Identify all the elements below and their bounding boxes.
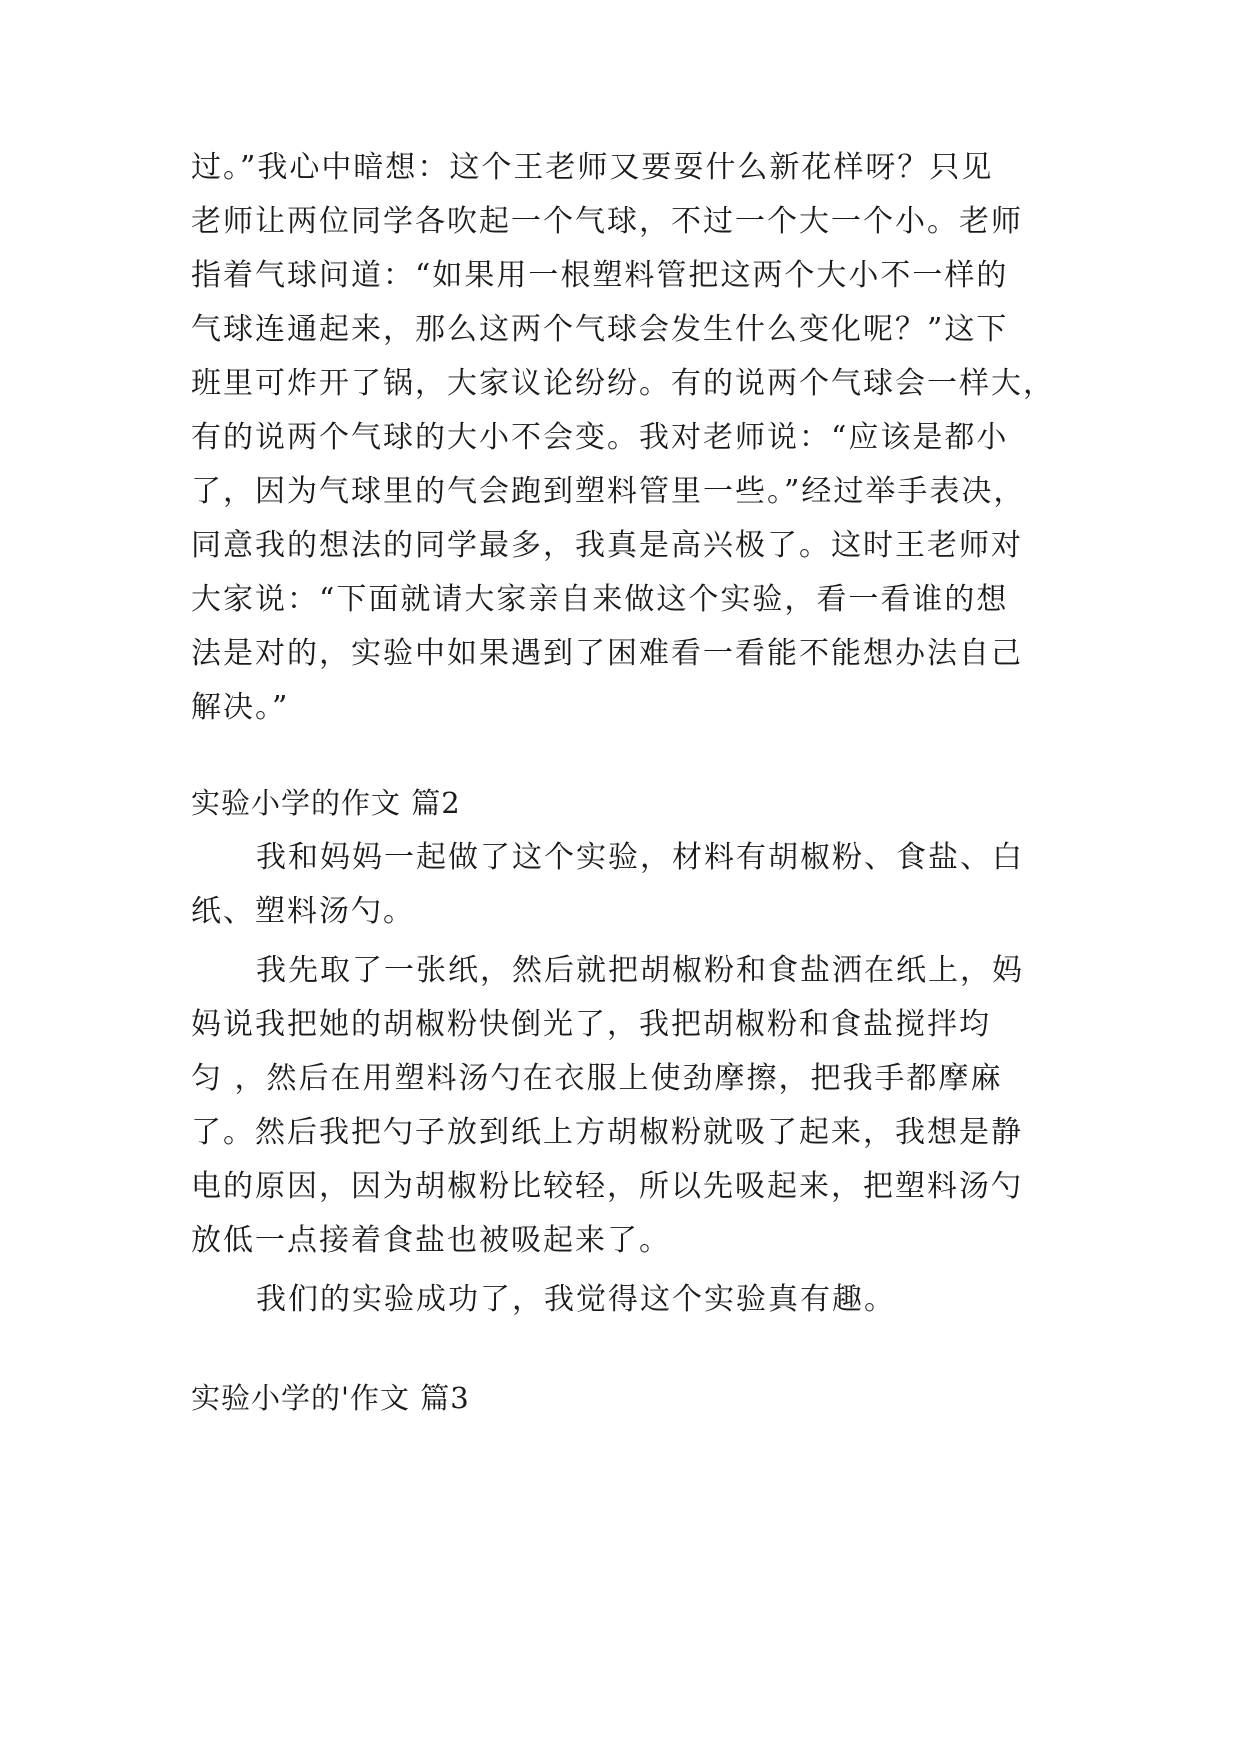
paragraph-line: 解决。” — [191, 690, 290, 725]
paragraph-line: 了。然后我把勺子放到纸上方胡椒粉就吸了起来，我想是静 — [191, 1115, 1023, 1150]
section-heading-2: 实验小学的作文 篇2 — [191, 786, 461, 820]
paragraph-line: 电的原因，因为胡椒粉比较轻，所以先吸起来，把塑料汤勺 — [191, 1169, 1023, 1204]
paragraph-line: 气球连通起来，那么这两个气球会发生什么变化呢？”这下 — [191, 312, 1009, 347]
paragraph-line: 法是对的，实验中如果遇到了困难看一看能不能想办法自己 — [191, 636, 1023, 671]
paragraph-line: 我们的实验成功了，我觉得这个实验真有趣。 — [256, 1282, 896, 1317]
paragraph-line: 大家说：“下面就请大家亲自来做这个实验，看一看谁的想 — [191, 582, 1009, 617]
paragraph-line: 放低一点接着食盐也被吸起来了。 — [191, 1223, 671, 1258]
paragraph-line: 指着气球问道：“如果用一根塑料管把这两个大小不一样的 — [191, 258, 1009, 293]
paragraph-line: 匀 ，然后在用塑料汤勺在衣服上使劲摩擦，把我手都摩麻 — [191, 1061, 1003, 1096]
paragraph-line: 有的说两个气球的大小不会变。我对老师说：“应该是都小 — [191, 420, 1009, 455]
paragraph-line: 了，因为气球里的气会跑到塑料管里一些。”经过举手表决， — [191, 474, 1026, 509]
paragraph-line: 我和妈妈一起做了这个实验，材料有胡椒粉、食盐、白 — [256, 840, 1024, 875]
paragraph-line: 我先取了一张纸，然后就把胡椒粉和食盐洒在纸上，妈 — [256, 953, 1024, 988]
section-heading-3: 实验小学的'作文 篇3 — [191, 1381, 470, 1415]
paragraph-line: 纸、塑料汤勺。 — [191, 894, 415, 929]
paragraph-line: 老师让两位同学各吹起一个气球，不过一个大一个小。老师 — [191, 204, 1023, 239]
paragraph-line: 班里可炸开了锅，大家议论纷纷。有的说两个气球会一样大， — [191, 366, 1055, 401]
paragraph-line: 妈说我把她的胡椒粉快倒光了，我把胡椒粉和食盐搅拌均 — [191, 1007, 991, 1042]
paragraph-line: 过。”我心中暗想：这个王老师又要耍什么新花样呀？只见 — [191, 150, 994, 185]
paragraph-line: 同意我的想法的同学最多，我真是高兴极了。这时王老师对 — [191, 528, 1023, 563]
